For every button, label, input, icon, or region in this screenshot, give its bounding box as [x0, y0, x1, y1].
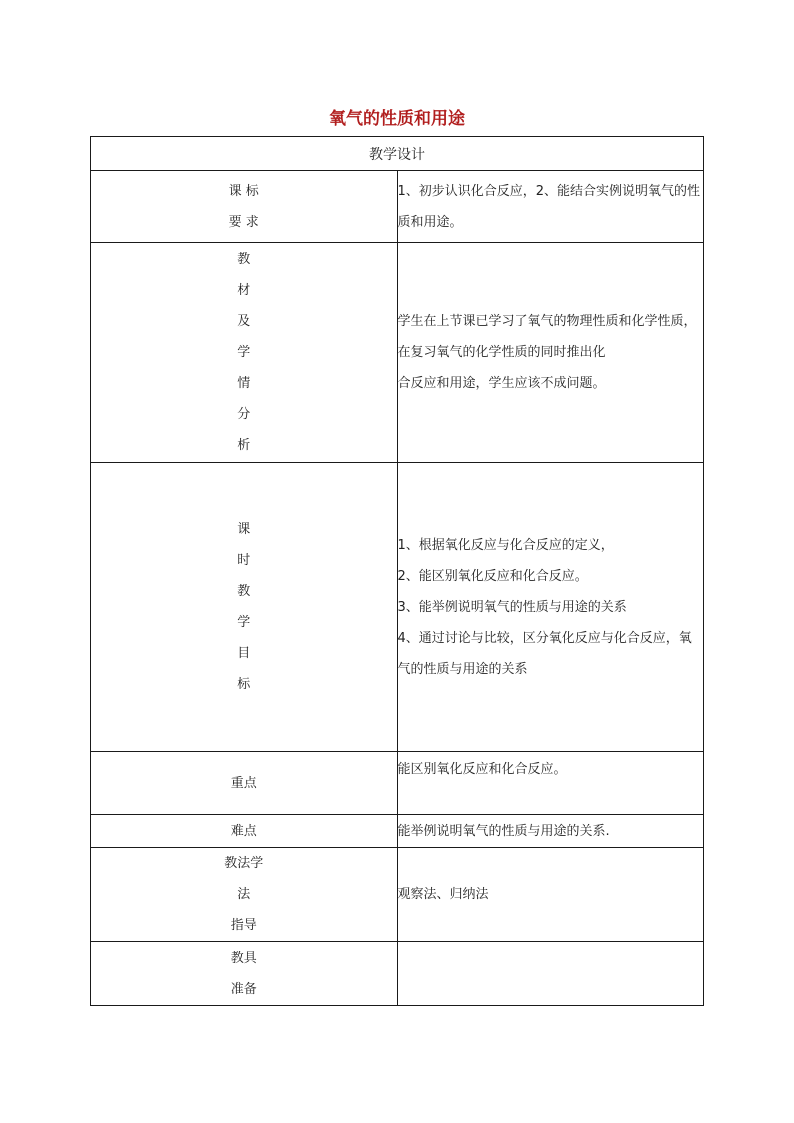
content-line: 2、能区别氧化反应和化合反应。 — [397, 568, 588, 584]
table-header-row — [91, 137, 704, 171]
row-content — [397, 171, 704, 243]
label-line: 教 — [237, 252, 251, 267]
content-line: 学生在上节课已学习了氧气的物理性质和化学性质，在复习氧气的化学性质的同时推出化 — [397, 314, 697, 360]
content-line: 能区别氧化反应和化合反应。 — [397, 762, 567, 777]
row-label — [91, 815, 398, 848]
table-row-material-analysis — [91, 243, 704, 463]
row-content — [397, 752, 704, 815]
row-label — [91, 171, 398, 243]
row-content — [397, 815, 704, 848]
row-content — [397, 243, 704, 463]
content-line: 3、能举例说明氧气的性质与用途的关系 — [397, 599, 627, 615]
content-line: 1、初步认识化合反应，2、能结合实例说明氧气的性质和用途。 — [397, 183, 701, 230]
row-label — [91, 848, 398, 942]
label-line: 难点 — [230, 823, 257, 839]
label-line: 要 求 — [228, 214, 259, 230]
label-line: 课 标 — [228, 183, 259, 199]
table-row-teaching-method — [91, 848, 704, 942]
row-content — [397, 942, 704, 1006]
table-row-difficult-points — [91, 815, 704, 848]
label-line: 析 — [237, 438, 251, 453]
label-line: 重点 — [230, 775, 257, 791]
label-line: 教 — [237, 584, 251, 599]
label-line: 准备 — [230, 981, 257, 997]
table-row-teaching-objectives — [91, 463, 704, 752]
table-row-teaching-aids — [91, 942, 704, 1006]
label-line: 课 — [237, 522, 251, 537]
content-line: 观察法、归纳法 — [397, 887, 489, 902]
content-line: 能举例说明氧气的性质与用途的关系. — [397, 823, 610, 839]
label-line: 学 — [237, 615, 251, 630]
label-line: 时 — [237, 553, 251, 568]
label-line: 目 — [237, 646, 251, 661]
row-label — [91, 243, 398, 463]
label-line: 分 — [237, 407, 251, 422]
row-label — [91, 942, 398, 1006]
teaching-design-table — [90, 136, 704, 1006]
document-title: 氧气的性质和用途 — [329, 109, 465, 129]
table-row-key-points — [91, 752, 704, 815]
row-label — [91, 752, 398, 815]
label-line: 材 — [237, 283, 251, 298]
label-line: 及 — [237, 314, 251, 329]
label-line: 教法学 — [224, 856, 264, 871]
label-line: 情 — [237, 376, 251, 391]
label-line: 教具 — [230, 950, 257, 966]
label-line: 法 — [237, 887, 251, 902]
table-row-curriculum-requirements — [91, 171, 704, 243]
label-line: 学 — [237, 345, 251, 360]
table-header: 教学设计 — [91, 137, 704, 171]
content-line: 合反应和用途，学生应该不成问题。 — [397, 376, 606, 391]
row-label — [91, 463, 398, 752]
content-line: 4、通过讨论与比较，区分氧化反应与化合反应，氧气的性质与用途的关系 — [397, 630, 692, 677]
row-content — [397, 463, 704, 752]
content-line: 1、根据氧化反应与化合反应的定义， — [397, 537, 614, 553]
row-content — [397, 848, 704, 942]
label-line: 标 — [237, 677, 251, 692]
label-line: 指导 — [230, 918, 257, 933]
